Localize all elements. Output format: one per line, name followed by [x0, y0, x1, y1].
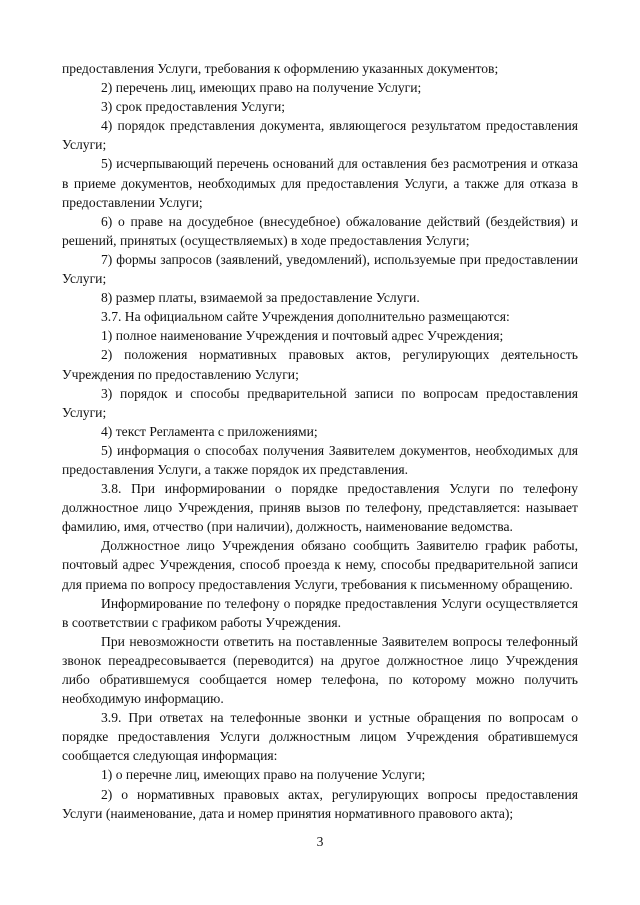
paragraph: 4) порядок представления документа, являющегося результатом предоставления Услуги;: [62, 118, 578, 153]
paragraph: 2) о нормативных правовых актах, регулирующих вопросы предоставления Услуги (наименование, дата и номер принятия нормативного правового акта);: [62, 786, 578, 821]
paragraph: Информирование по телефону о порядке предоставления Услуги осуществляется в соответствии с графиком работы Учреждения.: [62, 595, 578, 630]
paragraph: 2) перечень лиц, имеющих право на получение Услуги;: [101, 80, 422, 96]
paragraph: предоставления Услуги, требования к оформлению указанных документов;: [62, 61, 499, 76]
paragraph: 8) размер платы, взимаемой за предоставление Услуги.: [101, 290, 420, 306]
paragraph: 5) исчерпывающий перечень оснований для оставления без расмотрения и отказа в приеме документов, необходимых для предоставления Услуги, а также для отказа в предоставлении Услуги;: [62, 156, 578, 210]
page-number: 3: [316, 834, 324, 849]
paragraph: 4) текст Регламента с приложениями;: [101, 423, 318, 439]
paragraph: 3) срок предоставления Услуги;: [101, 99, 285, 115]
paragraph: 3.7. На официальном сайте Учреждения дополнительно размещаются:: [101, 309, 510, 325]
paragraph: 1) о перечне лиц, имеющих право на получение Услуги;: [101, 767, 426, 783]
paragraph: 2) положения нормативных правовых актов, регулирующих деятельность Учреждения по предоставлению Услуги;: [62, 347, 578, 382]
paragraph: 1) полное наименование Учреждения и почтовый адрес Учреждения;: [101, 328, 504, 344]
document-body: [62, 59, 578, 823]
paragraph: 3) порядок и способы предварительной записи по вопросам предоставления Услуги;: [62, 385, 578, 420]
paragraph: 6) о праве на досудебное (внесудебное) обжалование действий (бездействия) и решений, принятых (осуществляемых) в ходе предоставления Услуги;: [62, 213, 578, 248]
paragraph: При невозможности ответить на поставленные Заявителем вопросы телефонный звонок переадресовывается (переводится) на другое должностное лицо Учреждения либо обратившемуся сообщается номер телефона, по которому можно получить необходимую информацию.: [62, 633, 578, 707]
paragraph: 7) формы запросов (заявлений, уведомлений), используемые при предоставлении Услуги;: [62, 251, 578, 287]
paragraph: Должностное лицо Учреждения обязано сообщить Заявителю график работы, почтовый адрес Учреждения, способ проезда к нему, способы предварительной записи для приема по вопросу предоставления Услуги, требования к письменному обращению.: [62, 538, 578, 592]
paragraph: 3.8. При информировании о порядке предоставления Услуги по телефону должностное лицо Учреждения, приняв вызов по телефону, представляется: называет фамилию, имя, отчество (при наличии), должность, наименование ведомства.: [62, 481, 578, 535]
paragraph: 3.9. При ответах на телефонные звонки и устные обращения по вопросам о порядке предоставления Услуги должностным лицом Учреждения обратившемуся сообщается следующая информация:: [62, 710, 578, 764]
paragraph: 5) информация о способах получения Заявителем документов, необходимых для предоставления Услуги, а также порядок их представления.: [62, 442, 578, 477]
